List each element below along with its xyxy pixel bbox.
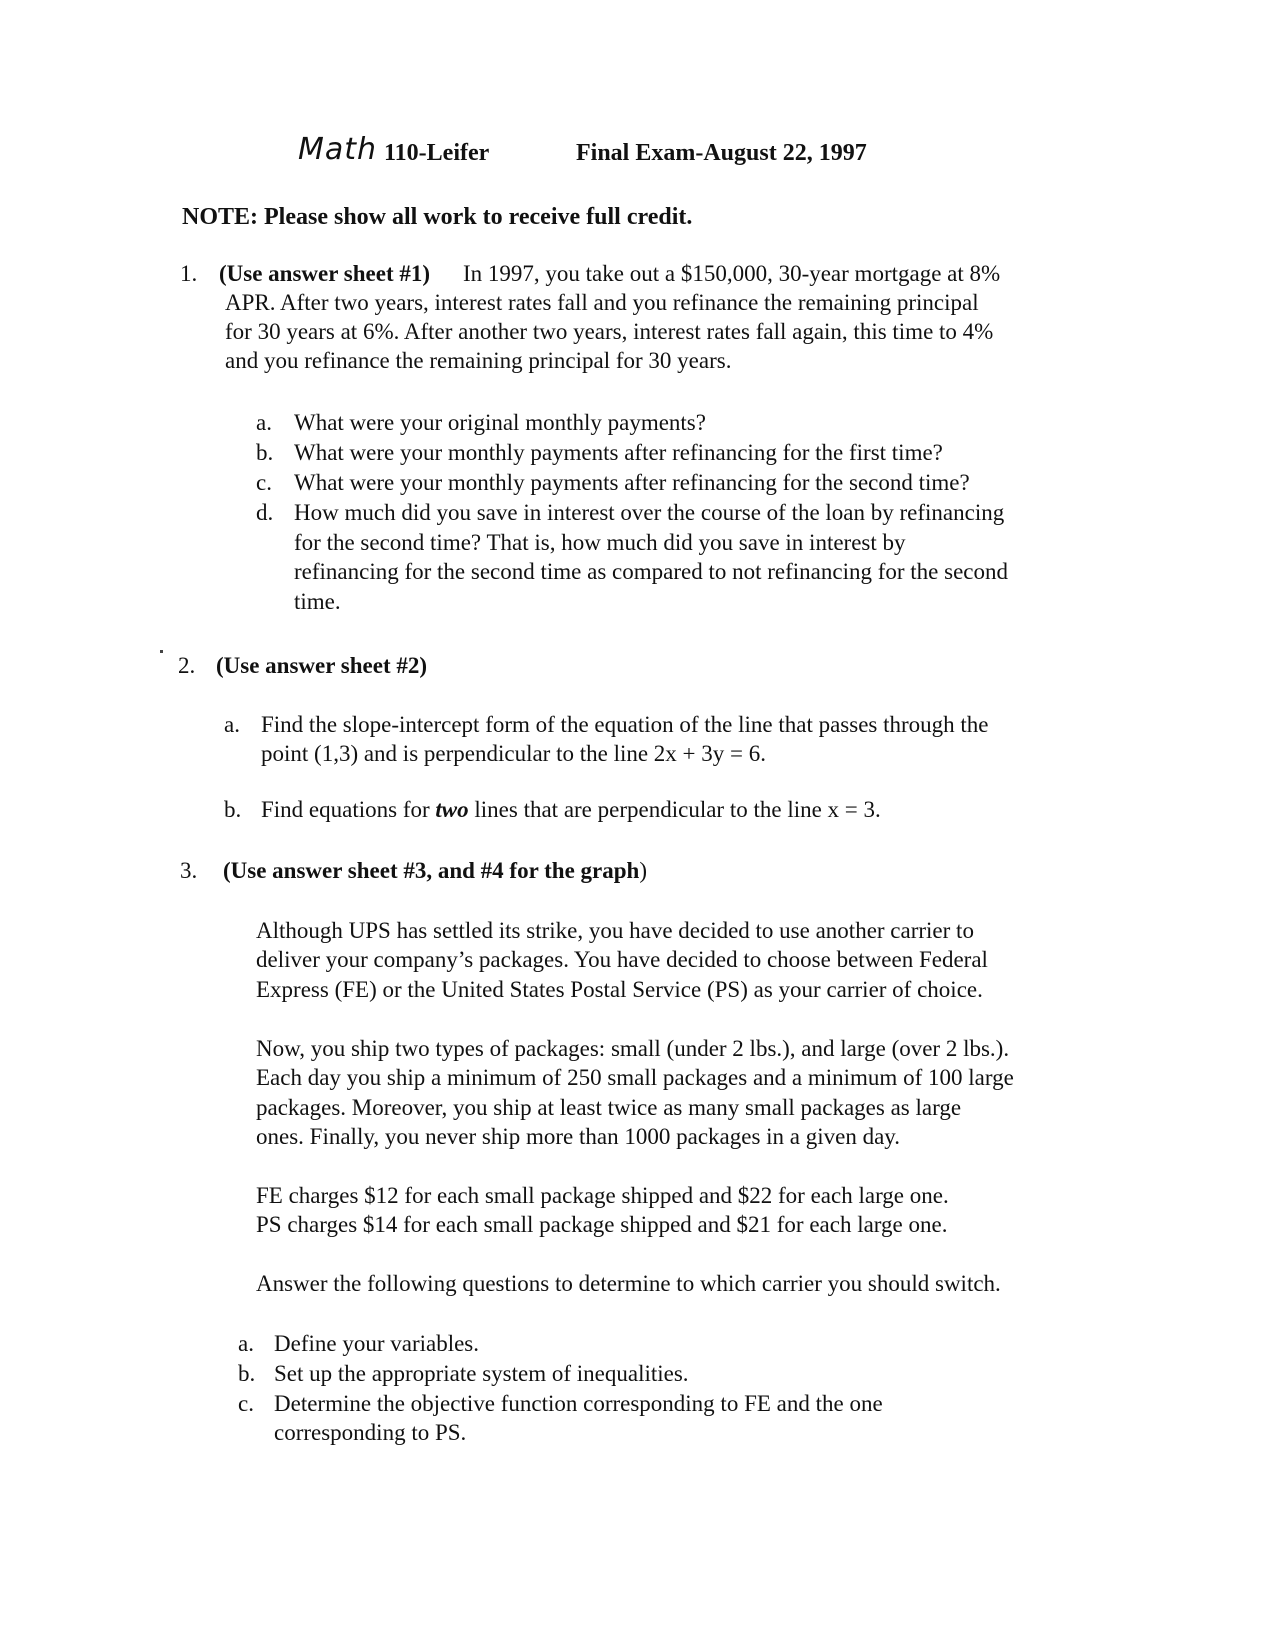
part-letter: d.	[256, 500, 274, 525]
paragraph-line: Express (FE) or the United States Postal Service (PS) as your carrier of choice.	[256, 977, 983, 1002]
exam-header	[298, 130, 998, 180]
part-letter: a.	[256, 410, 272, 435]
part-text: time.	[294, 589, 341, 614]
part-letter: a.	[238, 1331, 254, 1356]
part-text-post: lines that are perpendicular to the line x = 3.	[468, 797, 881, 822]
paragraph-line: FE charges $12 for each small package shipped and $22 for each large one.	[256, 1183, 949, 1208]
answer-sheet-label: (Use answer sheet #1)	[219, 261, 431, 286]
question-text-line: APR. After two years, interest rates fall and you refinance the remaining principal	[225, 290, 979, 315]
part-text: Define your variables.	[274, 1331, 480, 1356]
answer-sheet-label	[223, 856, 647, 885]
part-text: Set up the appropriate system of inequalities.	[274, 1361, 689, 1386]
emphasis-two: two	[435, 797, 469, 822]
part-letter: c.	[256, 470, 272, 495]
part-text: refinancing for the second time as compared to not refinancing for the second	[294, 559, 1009, 584]
question-number: 3.	[180, 858, 198, 883]
part-letter: b.	[238, 1361, 256, 1386]
paragraph-line: ones. Finally, you never ship more than 1000 packages in a given day.	[256, 1124, 901, 1149]
part-text: What were your monthly payments after refinancing for the first time?	[294, 440, 943, 465]
part-text: corresponding to PS.	[274, 1420, 467, 1445]
paragraph-line: Although UPS has settled its strike, you have decided to use another carrier to	[256, 918, 974, 943]
paragraph-line: Now, you ship two types of packages: small (under 2 lbs.), and large (over 2 lbs.).	[256, 1036, 1010, 1061]
part-letter: b.	[256, 440, 274, 465]
part-letter: b.	[224, 797, 242, 822]
exam-title: Final Exam-August 22, 1997	[576, 140, 867, 166]
answer-sheet-label: (Use answer sheet #2)	[216, 653, 428, 678]
part-text: Determine the objective function corresponding to FE and the one	[274, 1391, 883, 1416]
note-line: NOTE: Please show all work to receive full credit.	[182, 204, 693, 230]
paragraph-line: deliver your company’s packages. You have decided to choose between Federal	[256, 947, 988, 972]
paragraph-line: PS charges $14 for each small package shipped and $21 for each large one.	[256, 1212, 948, 1237]
question-text-line: In 1997, you take out a $150,000, 30-year mortgage at 8%	[463, 261, 1001, 286]
answer-sheet-label-bold: (Use answer sheet #3, and #4 for the graph	[223, 858, 640, 883]
paragraph-line: packages. Moreover, you ship at least twice as many small packages as large	[256, 1095, 962, 1120]
part-text	[261, 795, 881, 824]
paragraph-line: Answer the following questions to determine to which carrier you should switch.	[256, 1271, 1001, 1296]
part-text: for the second time? That is, how much did you save in interest by	[294, 530, 906, 555]
part-text-pre: Find equations for	[261, 797, 436, 822]
part-letter: a.	[224, 712, 240, 737]
handwritten-prefix: Math	[298, 132, 378, 167]
question-number: 1.	[180, 261, 198, 286]
course-title: 110-Leifer	[384, 140, 490, 166]
paragraph-line: Each day you ship a minimum of 250 small packages and a minimum of 100 large	[256, 1065, 1014, 1090]
part-text: How much did you save in interest over the course of the loan by refinancing	[294, 500, 1005, 525]
scan-mark	[160, 650, 163, 653]
part-text: point (1,3) and is perpendicular to the line 2x + 3y = 6.	[261, 741, 767, 766]
question-number: 2.	[178, 653, 196, 678]
part-letter: c.	[238, 1391, 254, 1416]
part-text: What were your original monthly payments?	[294, 410, 706, 435]
question-text-line: for 30 years at 6%. After another two years, interest rates fall again, this time to 4%	[225, 319, 994, 344]
question-text-line: and you refinance the remaining principal for 30 years.	[225, 348, 732, 373]
answer-sheet-label-close: )	[639, 858, 648, 883]
part-text: What were your monthly payments after refinancing for the second time?	[294, 470, 970, 495]
part-text: Find the slope-intercept form of the equation of the line that passes through the	[261, 712, 989, 737]
